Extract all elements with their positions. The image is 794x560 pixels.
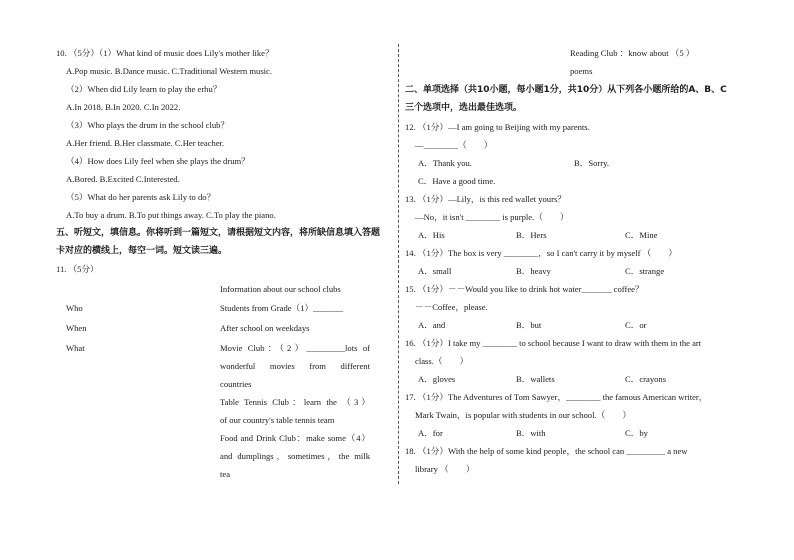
question-10-4: （4）How does Lily feel when she plays the drum？ [66,156,250,166]
question-12: 12. （1分）—I am going to Beijing with my parents. [405,122,590,132]
section-5-heading-line-1: 五、听短文，填信息。你将听到一篇短文，请根据短文内容，将所缺信息填入答题 [56,228,381,238]
question-11-title: 11. （5分） [56,264,99,274]
question-12-blank: —________（ ） [415,140,493,150]
row-label-what: What [66,343,85,353]
question-18-line-1: 18. （1分）With the help of some kind people，the school can _________ a new [405,446,688,456]
question-12-option-b: B．Sorry. [574,158,610,168]
question-15-option-a: A．and [418,320,446,330]
row-label-when: When [66,323,87,333]
question-15: 15. （1分）－－Would you like to drink hot water_______ coffee？ [405,284,644,294]
section-2-heading-line-2: 三个选项中，选出最佳选项。 [405,103,523,113]
question-15-option-b: B．but [516,320,542,330]
table-title: Information about our school clubs [220,284,341,294]
question-16-line-2: class.（ ） [415,356,469,366]
question-10-2-options: A.In 2018. B.In 2020. C.In 2022. [66,102,181,112]
question-10-4-options: A.Bored. B.Excited C.Interested. [66,174,180,184]
question-17-line-2: Mark Twain，is popular with students in our school.（ ） [415,410,631,420]
question-13-option-c: C．Mine [625,230,658,240]
question-10-3-options: A.Her friend. B.Her classmate. C.Her teacher. [66,138,225,148]
question-10-title: 10. （5分）（1）What kind of music does Lily's mother like？ [56,48,274,58]
section-2-heading-line-1: 二、单项选择（共10小题，每小题1分，共10分）从下列各小题所给的A、B、C [405,85,727,95]
question-10-5: （5）What do her parents ask Lily to do？ [66,192,216,202]
question-16-option-c: C．crayons [625,374,667,384]
food-club-line-3: tea [220,469,231,479]
question-14-option-c: C．strange [625,266,665,276]
question-12-option-a: A．Thank you. [418,158,472,168]
movie-club-line-3: countries [220,379,252,389]
reading-club-line-2: poems [570,66,593,76]
row-value-when: After school on weekdays [220,323,310,333]
question-10-1-options: A.Pop music. B.Dance music. C.Traditional Western music. [66,66,273,76]
question-15-option-c: C．or [625,320,647,330]
question-13: 13. （1分）—Lily，is this red wallet yours？ [405,194,566,204]
tennis-club-line-2: of our country's table tennis team [220,415,335,425]
row-label-who: Who [66,303,83,313]
question-10-3: （3）Who plays the drum in the school club？ [66,120,230,130]
question-17-option-a: A．for [418,428,443,438]
movie-club-line-2: wonderful movies from different [220,361,370,371]
question-15-reply: －－Coffee，please. [415,302,488,312]
question-16-option-a: A．gloves [418,374,456,384]
question-13-blank: —No，it isn't ________ is purple.（ ） [415,212,569,222]
section-5-heading-line-2: 卡对应的横线上，每空一词。短文读三遍。 [56,246,228,256]
question-14: 14. （1分）The box is very ________，so I can't carry it by myself （ ） [405,248,677,258]
reading-club-line-1: Reading Club ：know about （5 ） [570,48,695,58]
column-divider [398,44,399,484]
question-17-line-1: 17. （1分）The Adventures of Tom Sawyer，________ the famous American writer， [405,392,708,402]
tennis-club-line-1: Table Tennis Club：learn the （3） [220,397,370,407]
food-club-line-1: Food and Drink Club：make some（4） [220,433,370,443]
movie-club-line-1: Movie Club：（2）_________lots of [220,343,370,353]
food-club-line-2: and dumplings，sometimes，the milk [220,451,370,461]
question-12-option-c: C．Have a good time. [418,176,496,186]
question-14-option-a: A．small [418,266,452,276]
question-10-5-options: A.To buy a drum. B.To put things away. C.To play the piano. [66,210,276,220]
question-17-option-c: C．by [625,428,648,438]
question-16-line-1: 16. （1分）I take my ________ to school because I want to draw with them in the art [405,338,702,348]
question-16-option-b: B．wallets [516,374,555,384]
question-14-option-b: B．heavy [516,266,551,276]
question-13-option-a: A．His [418,230,445,240]
question-13-option-b: B．Hers [516,230,547,240]
question-17-option-b: B．with [516,428,546,438]
question-10-2: （2）When did Lily learn to play the erhu？ [66,84,222,94]
question-18-line-2: library （ ） [415,464,475,474]
row-value-who: Students from Grade（1）_______ [220,303,344,313]
